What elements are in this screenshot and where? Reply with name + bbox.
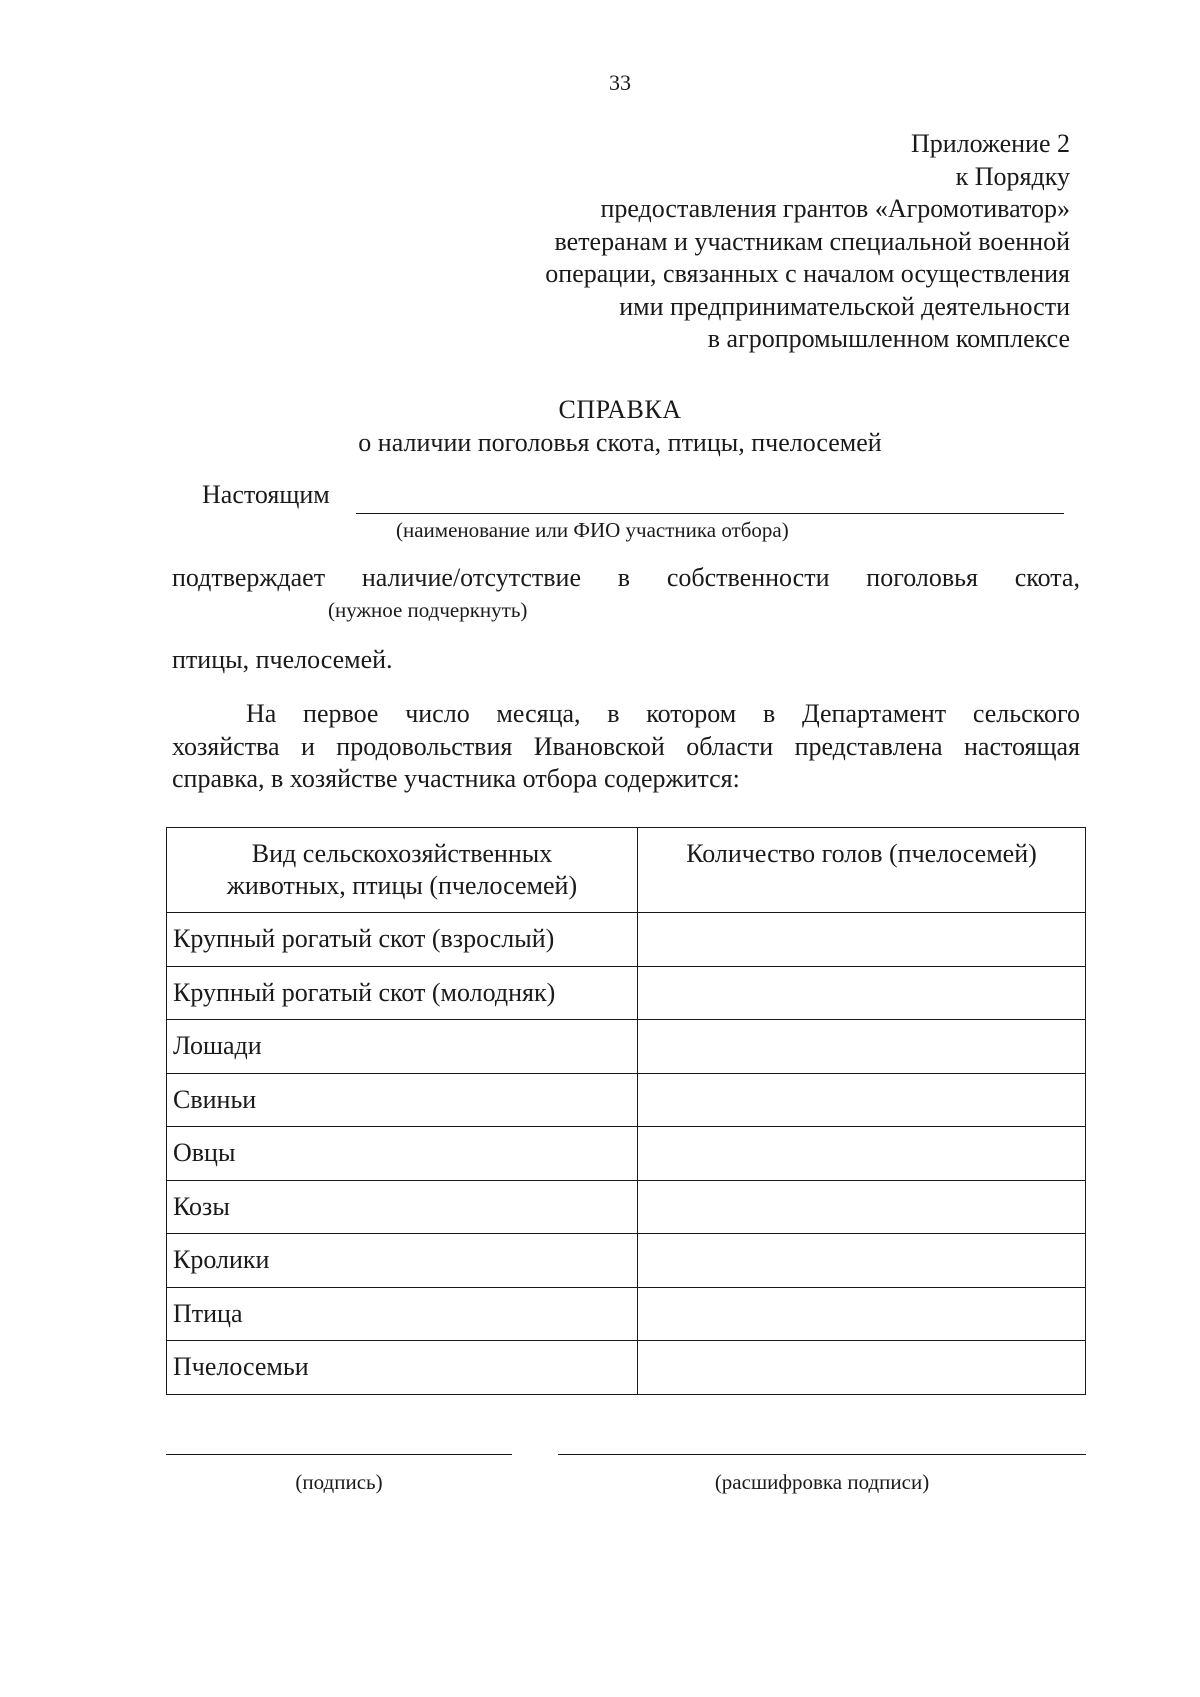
signature-transcript-caption: (расшифровка подписи): [714, 1470, 930, 1494]
participant-hint: (наименование или ФИО участника отбора): [396, 518, 789, 542]
head-count-cell[interactable]: [638, 1341, 1086, 1395]
participant-name-field[interactable]: [356, 484, 1064, 514]
table-row: [167, 1020, 1086, 1074]
animal-type-cell: Крупный рогатый скот (молодняк): [167, 966, 638, 1020]
table-header-type: [167, 828, 638, 913]
head-count-cell[interactable]: [638, 1287, 1086, 1341]
paragraph-line: справка, в хозяйстве участника отбора содержится:: [172, 764, 740, 793]
animal-type-cell: Пчелосемьи: [167, 1341, 638, 1395]
table-row: [167, 966, 1086, 1020]
head-count-cell[interactable]: [638, 966, 1086, 1020]
animal-type-cell: Овцы: [167, 1127, 638, 1181]
animal-type-cell: Кролики: [167, 1234, 638, 1288]
participant-prefix: Настоящим: [202, 480, 330, 509]
confirm-word: подтверждает: [172, 563, 326, 592]
confirm-word: собственности: [666, 563, 830, 592]
livestock-table: [166, 827, 1086, 1395]
table-row: [167, 1073, 1086, 1127]
table-row: [167, 1341, 1086, 1395]
head-count-cell[interactable]: [638, 1127, 1086, 1181]
annex-line: операции, связанных с началом осуществления: [545, 259, 1070, 288]
paragraph-line: На первое число месяца, в котором в Департамент сельского: [246, 699, 1080, 728]
signature-caption: (подпись): [295, 1470, 383, 1494]
animal-type-cell: Крупный рогатый скот (взрослый): [167, 913, 638, 967]
intro-paragraph: [172, 698, 1080, 796]
header-line: животных, птицы (пчелосемей): [226, 871, 578, 900]
confirm-word: скота,: [1014, 563, 1080, 592]
animal-type-cell: Лошади: [167, 1020, 638, 1074]
confirm-hint: (нужное подчеркнуть): [328, 598, 528, 622]
animal-type-cell: Козы: [167, 1180, 638, 1234]
document-subtitle: о наличии поголовья скота, птицы, пчелосемей: [358, 428, 882, 457]
header-line: Вид сельскохозяйственных: [251, 839, 553, 868]
head-count-cell[interactable]: [638, 1234, 1086, 1288]
head-count-cell[interactable]: [638, 913, 1086, 967]
signature-transcript-field[interactable]: [558, 1452, 1086, 1455]
table-row: [167, 1287, 1086, 1341]
table-row: [167, 1127, 1086, 1181]
head-count-cell[interactable]: [638, 1073, 1086, 1127]
head-count-cell[interactable]: [638, 1020, 1086, 1074]
signature-field[interactable]: [166, 1452, 512, 1455]
annex-line: предоставления грантов «Агромотиватор»: [600, 194, 1070, 223]
table-header-count: [638, 828, 1086, 913]
confirm-continuation: птицы, пчелосемей.: [172, 645, 393, 674]
annex-line: ветеранам и участникам специальной военной: [554, 226, 1070, 256]
annex-header: [545, 128, 1070, 356]
head-count-cell[interactable]: [638, 1180, 1086, 1234]
animal-type-cell: Свиньи: [167, 1073, 638, 1127]
table-row: [167, 1234, 1086, 1288]
document-title: СПРАВКА: [558, 395, 682, 424]
animal-type-cell: Птица: [167, 1287, 638, 1341]
confirm-word: поголовья: [866, 563, 978, 592]
annex-line: к Порядку: [955, 161, 1070, 191]
page-number: 33: [609, 70, 631, 95]
annex-line: в агропромышленном комплексе: [707, 324, 1070, 353]
table-header-row: [167, 828, 1086, 913]
confirm-word: в: [617, 563, 631, 592]
presence-choice[interactable]: наличие/отсутствие: [361, 563, 582, 592]
table-row: [167, 913, 1086, 967]
confirm-line: [172, 563, 1080, 593]
annex-line: ими предпринимательской деятельности: [619, 291, 1070, 321]
table-row: [167, 1180, 1086, 1234]
annex-line: Приложение 2: [910, 129, 1070, 158]
header-line: Количество голов (пчелосемей): [686, 839, 1037, 868]
paragraph-line: хозяйства и продовольствия Ивановской области представлена настоящая: [172, 731, 1080, 761]
